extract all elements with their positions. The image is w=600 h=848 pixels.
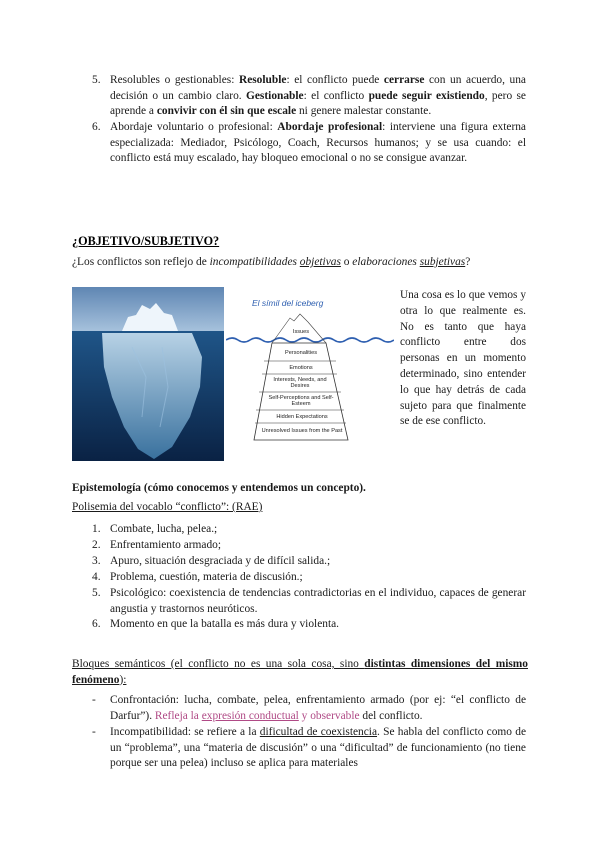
bloques-bold: distintas dimensiones del mismo fenómeno bbox=[72, 658, 528, 686]
list-number: 6. bbox=[92, 618, 101, 630]
iceberg-pyramid bbox=[226, 287, 394, 461]
iceberg-level: Self-Perceptions and Self-Esteem bbox=[268, 395, 334, 408]
list-number: 5. bbox=[92, 587, 101, 599]
bullet-dash: - bbox=[92, 726, 96, 738]
text-run: Abordaje voluntario o profesional: bbox=[110, 121, 278, 133]
rae-item: Enfrentamiento armado; bbox=[110, 539, 222, 551]
rae-item: Apuro, situación desgraciada y de difícil salida.; bbox=[110, 555, 331, 567]
list-item-abordaje bbox=[110, 120, 526, 167]
question-text: o bbox=[340, 256, 353, 268]
text-run: Confrontación: lucha, combate, pelea, enfrentamiento armado (por ej: “el conflicto de Darfur”). bbox=[110, 694, 526, 722]
list-number: 5. bbox=[92, 74, 101, 86]
list-number: 3. bbox=[92, 555, 101, 567]
text-run: convivir con él sin que escale bbox=[156, 105, 297, 117]
iceberg-level: Interests, Needs, and Desires bbox=[273, 377, 327, 390]
iceberg-level: Personalities bbox=[284, 350, 318, 356]
text-run: : el conflicto bbox=[303, 89, 369, 102]
rae-item: Problema, cuestión, materia de discusión.; bbox=[110, 571, 303, 583]
text-run: ni genere malestar constante. bbox=[296, 105, 432, 117]
iceberg-level: Emotions bbox=[289, 365, 313, 371]
rae-item: Psicológico: coexistencia de tendencias contradictorias en el individuo, capaces de generar angustia y trastornos neuróticos. bbox=[110, 587, 526, 615]
text-run: Abordaje profesional bbox=[277, 121, 383, 133]
section-heading: ¿OBJETIVO/SUBJETIVO? bbox=[72, 234, 220, 248]
polisemia-heading: Polisemia del vocablo “conflicto”: (RAE) bbox=[72, 501, 263, 513]
list-number: 6. bbox=[92, 121, 101, 133]
question-text: ¿Los conflictos son reflejo de bbox=[72, 256, 210, 268]
iceberg-caption: El símil del iceberg bbox=[252, 298, 324, 308]
iceberg-diagram bbox=[226, 287, 394, 461]
bullet-incompatibilidad bbox=[110, 725, 526, 772]
question-italic-underlined: objetivas bbox=[299, 256, 341, 268]
text-run: dificultad de coexistencia bbox=[259, 726, 378, 738]
text-run: del conflicto. bbox=[359, 709, 423, 722]
list-number: 1. bbox=[92, 523, 101, 535]
text-run: Refleja la bbox=[154, 709, 202, 722]
text-run: y observable bbox=[298, 709, 360, 722]
text-run: : interviene una figura externa especializada: Mediador, Psicólogo, Coach, Recursos humanos; y se usa cuando: el conflicto está muy escalado, hay bloqueo emocional o no se consigue avanzar. bbox=[110, 121, 526, 164]
epistemologia-heading: Epistemología (cómo conocemos y entendemos un concepto). bbox=[72, 482, 366, 494]
bullet-confrontacion bbox=[110, 693, 526, 724]
rae-item: Momento en que la batalla es más dura y violenta. bbox=[110, 618, 340, 630]
bloques-text: ): bbox=[119, 673, 127, 686]
text-run: cerrarse bbox=[383, 74, 425, 86]
question-line bbox=[72, 255, 528, 271]
question-italic: incompatibilidades bbox=[209, 256, 300, 268]
text-run: : el conflicto puede bbox=[286, 74, 384, 86]
list-number: 2. bbox=[92, 539, 101, 551]
list-number: 4. bbox=[92, 571, 101, 583]
text-run: Resoluble bbox=[238, 74, 287, 86]
text-run: Incompatibilidad: se refiere a la bbox=[110, 726, 260, 738]
list-item-resolubles bbox=[110, 73, 526, 120]
iceberg-level: Hidden Expectations bbox=[276, 414, 328, 420]
bloques-heading bbox=[72, 657, 528, 688]
text-run: Gestionable bbox=[246, 89, 304, 102]
text-run: , pero se aprende a bbox=[110, 89, 526, 117]
question-italic: elaboraciones bbox=[352, 256, 420, 268]
bloques-text: Bloques semánticos (el conflicto no es una sola cosa, sino bbox=[72, 658, 365, 670]
text-run: . Se habla del conflicto como de un “problema”, una “materia de discusión” o una “dificultad” de funcionamiento (no tiene porque ser una pelea) incluso se aplica para materiales bbox=[110, 726, 526, 769]
rae-item: Combate, lucha, pelea.; bbox=[110, 523, 218, 535]
text-run: expresión conductual bbox=[201, 709, 299, 722]
text-run: puede seguir existiendo bbox=[368, 89, 485, 102]
bullet-dash: - bbox=[92, 694, 96, 706]
question-text: ? bbox=[465, 256, 471, 268]
iceberg-illustration bbox=[72, 287, 224, 461]
iceberg-level: Unresolved Issues from the Past bbox=[261, 428, 343, 434]
text-run: Resolubles o gestionables: bbox=[110, 74, 239, 86]
question-italic-underlined: subjetivas bbox=[419, 256, 466, 268]
iceberg-photo bbox=[72, 287, 224, 461]
iceberg-explanation: Una cosa es lo que vemos y otra lo que realmente es. No es tanto que haya conflicto entre dos personas en un momento determinado, sino entender lo que hay detrás de cada sujeto para que finalmente se de ese conflicto. bbox=[400, 289, 526, 428]
iceberg-level: Issues bbox=[292, 329, 310, 335]
text-run: con un acuerdo, una decisión o un cambio claro. bbox=[110, 74, 526, 102]
